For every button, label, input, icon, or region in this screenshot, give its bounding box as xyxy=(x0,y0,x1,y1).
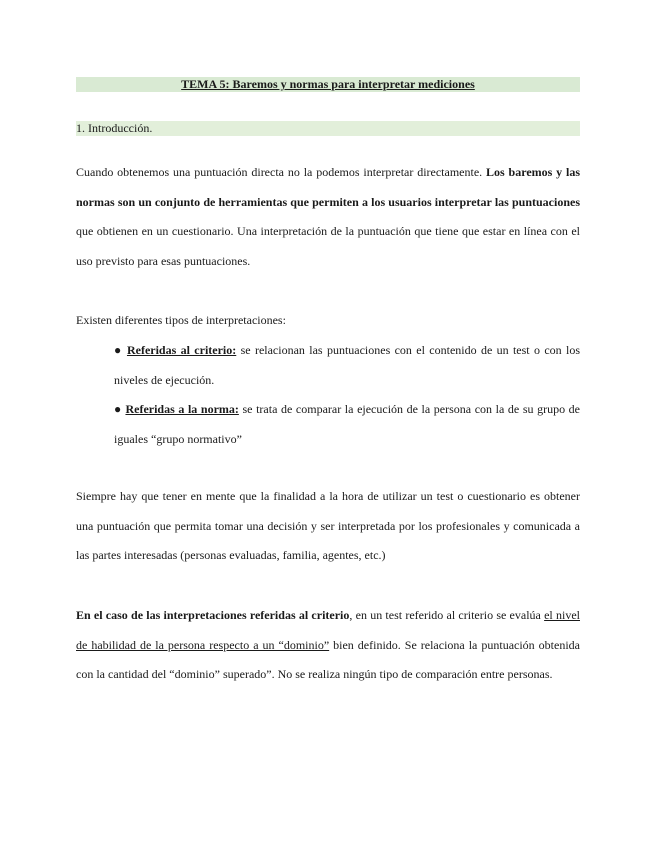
document-title xyxy=(76,77,580,92)
paragraph-criterio-text-2: bien definido. Se relaciona la puntuación obtenida con la cantidad del “dominio” superado”. No se realiza ningún tipo de comparación entre personas. xyxy=(76,637,580,681)
paragraph-criterio-text-1: , en un test referido al criterio se evalúa xyxy=(349,608,545,622)
bullet-item-criterio xyxy=(114,336,580,395)
paragraph-intro-bold: Los baremos y las normas son un conjunto de herramientas que permiten a los usuarios interpretar las puntuaciones xyxy=(76,165,581,209)
bullet-text-norma: se trata de comparar la ejecución de la persona con la de su grupo de iguales “grupo normativo” xyxy=(114,402,581,446)
bullet-heading-norma: Referidas a la norma: xyxy=(125,402,239,416)
paragraph-finalidad: Siempre hay que tener en mente que la finalidad a la hora de utilizar un test o cuestionario es obtener una puntuación que permita tomar una decisión y ser interpretada por los profesionales y comunicada a las partes interesadas (personas evaluadas, familia, agentes, etc.) xyxy=(76,489,580,562)
paragraph-intro-text-1: Cuando obtenemos una puntuación directa no la podemos interpretar directamente. xyxy=(76,165,487,179)
paragraph-types: Existen diferentes tipos de interpretaciones: xyxy=(76,313,286,327)
paragraph-criterio-underlined: el nivel de habilidad de la persona respecto a un “dominio” xyxy=(76,608,580,652)
document-title-text: TEMA 5: Baremos y normas para interpretar mediciones xyxy=(181,77,475,91)
bullet-marker: ● xyxy=(114,343,127,357)
bullet-text-criterio: se relacionan las puntuaciones con el contenido de un test o con los niveles de ejecución. xyxy=(114,343,580,387)
section-heading-text: 1. Introducción. xyxy=(76,121,153,135)
bullet-item-norma xyxy=(114,395,580,454)
paragraph-criterio xyxy=(76,601,580,690)
paragraph-criterio-bold: En el caso de las interpretaciones referidas al criterio xyxy=(76,608,350,622)
section-heading-introduccion xyxy=(76,121,580,136)
bullet-marker: ● xyxy=(114,402,126,416)
paragraph-intro xyxy=(76,158,580,276)
bullet-heading-criterio: Referidas al criterio: xyxy=(126,343,237,357)
paragraph-intro-text-2: que obtienen en un cuestionario. Una interpretación de la puntuación que tiene que estar en línea con el uso previsto para esas puntuaciones. xyxy=(76,224,580,268)
